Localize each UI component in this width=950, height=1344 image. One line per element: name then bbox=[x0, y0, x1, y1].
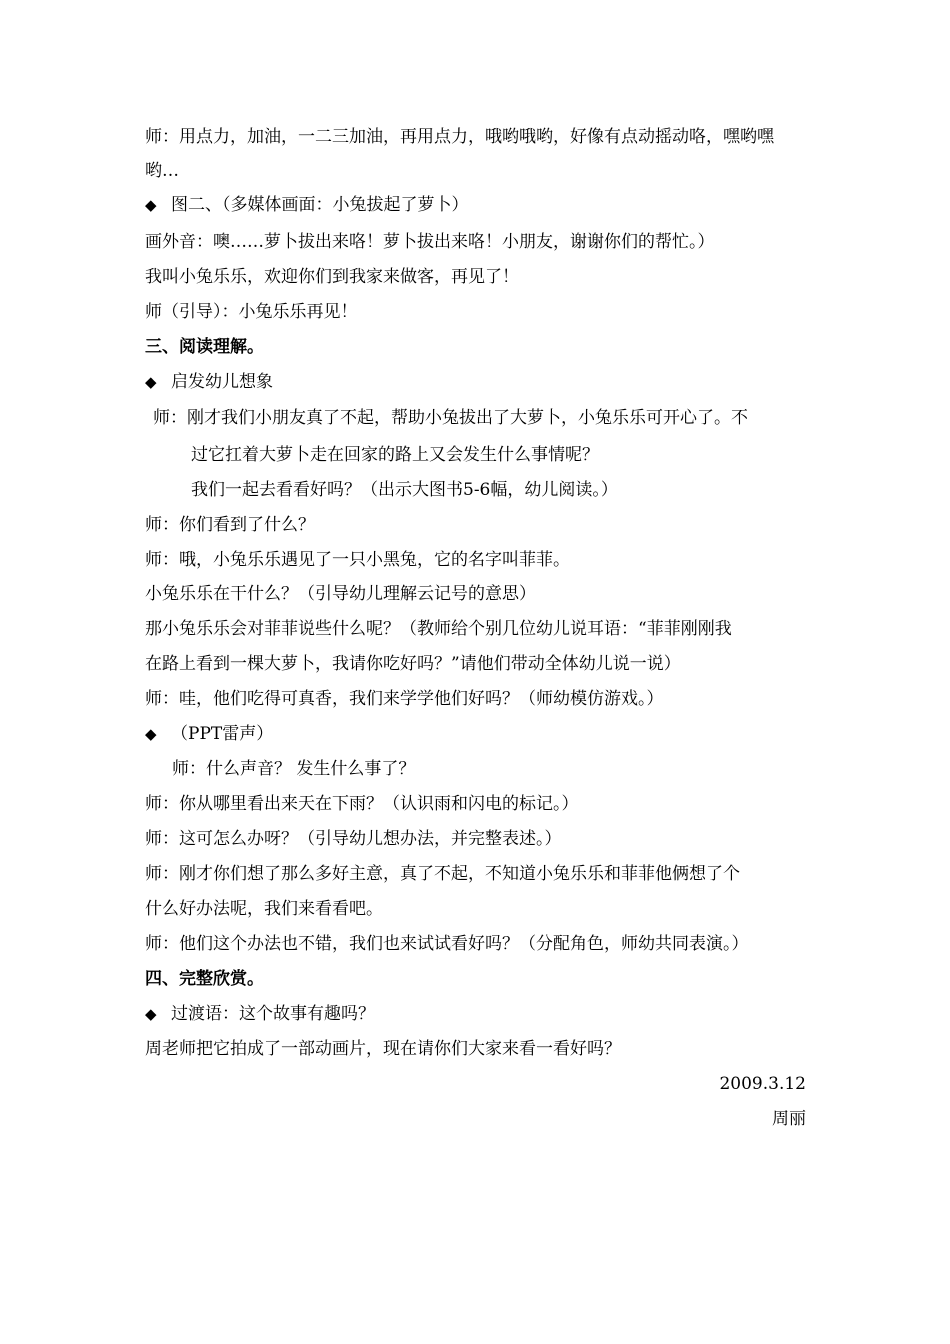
text-line: 周老师把它拍成了一部动画片，现在请你们大家来看一看好吗？ bbox=[145, 1039, 621, 1059]
section-heading: 四、完整欣赏。 bbox=[145, 969, 264, 989]
bullet-line: ◆ 图二、（多媒体画面：小兔拔起了萝卜） bbox=[145, 195, 469, 215]
text-line: 师：刚才我们小朋友真了不起，帮助小兔拔出了大萝卜，小兔乐乐可开心了。不 bbox=[153, 408, 748, 428]
text-line: 在路上看到一棵大萝卜，我请你吃好吗？”请他们带动全体幼儿说一说） bbox=[145, 654, 681, 674]
text-line: 师：你从哪里看出来天在下雨？（认识雨和闪电的标记。） bbox=[145, 794, 579, 814]
text-line: 师：用点力，加油，一二三加油，再用点力，哦哟哦哟，好像有点动摇动咯，嘿哟嘿 bbox=[145, 127, 774, 147]
text-line: 师：什么声音？ 发生什么事了？ bbox=[172, 759, 416, 779]
text-line: 师：哦，小兔乐乐遇见了一只小黑兔，它的名字叫菲菲。 bbox=[145, 550, 570, 570]
text-line: 过它扛着大萝卜走在回家的路上又会发生什么事情呢？ bbox=[191, 445, 599, 465]
text-line: 师：这可怎么办呀？（引导幼儿想办法，并完整表述。） bbox=[145, 829, 562, 849]
document-author: 周丽 bbox=[772, 1109, 806, 1129]
bullet-line: ◆ 过渡语：这个故事有趣吗？ bbox=[145, 1004, 375, 1024]
text-line: 师：哇，他们吃得可真香，我们来学学他们好吗？（师幼模仿游戏。） bbox=[145, 689, 664, 709]
text-line: 我叫小兔乐乐，欢迎你们到我家来做客，再见了！ bbox=[145, 267, 519, 287]
document-date: 2009.3.12 bbox=[719, 1074, 806, 1094]
text-line: 师（引导）：小兔乐乐再见！ bbox=[145, 302, 358, 322]
text-line: 师：你们看到了什么？ bbox=[145, 515, 315, 535]
text-line: 那小兔乐乐会对菲菲说些什么呢？（教师给个别几位幼儿说耳语：“菲菲刚刚我 bbox=[145, 619, 732, 639]
text-line: 哟… bbox=[145, 161, 179, 181]
text-line: 什么好办法呢，我们来看看吧。 bbox=[145, 899, 383, 919]
text-line: 我们一起去看看好吗？（出示大图书5-6幅，幼儿阅读。） bbox=[191, 480, 618, 500]
bullet-line: ◆ 启发幼儿想象 bbox=[145, 372, 273, 392]
text-line: 师：他们这个办法也不错，我们也来试试看好吗？（分配角色，师幼共同表演。） bbox=[145, 934, 749, 954]
text-line: 小兔乐乐在干什么？（引导幼儿理解云记号的意思） bbox=[145, 584, 536, 604]
diamond-bullet-icon: ◆ bbox=[145, 373, 157, 391]
section-heading: 三、阅读理解。 bbox=[145, 337, 264, 357]
diamond-bullet-icon: ◆ bbox=[145, 725, 157, 743]
diamond-bullet-icon: ◆ bbox=[145, 1005, 157, 1023]
diamond-bullet-icon: ◆ bbox=[145, 196, 157, 214]
text-line: 师：刚才你们想了那么多好主意，真了不起，不知道小兔乐乐和菲菲他俩想了个 bbox=[145, 864, 740, 884]
text-line: 画外音：噢……萝卜拔出来咯！萝卜拔出来咯！小朋友，谢谢你们的帮忙。） bbox=[145, 232, 715, 252]
bullet-line: ◆ （PPT雷声） bbox=[145, 724, 274, 744]
